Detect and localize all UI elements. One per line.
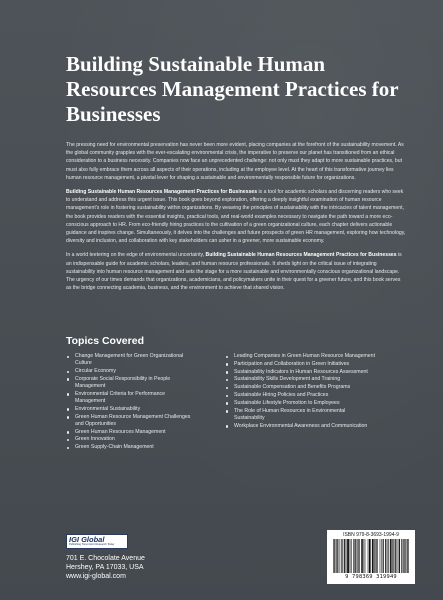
barcode-bar — [380, 539, 381, 573]
topic-item: Change Management for Green Organizational Culture — [66, 353, 196, 367]
topics-heading: Topics Covered — [66, 335, 144, 347]
barcode-bar — [353, 539, 354, 573]
barcode-bar — [395, 539, 396, 573]
topics-list-left — [66, 353, 196, 452]
barcode-bar — [399, 539, 400, 573]
barcode-bar — [336, 539, 337, 573]
paragraph-1-text: The pressing need for environmental preservation has never been more evident, placing companies at the forefront of the sustainability movement. As the global community grapples with the ever-escalating environmental crisis, the imperative to preserve our planet has transitioned from an ethical consideration to a business necessity. Companies now face an unprecedented challenge: not only must they adapt to more sustainable practices, but must also fully embrace them across all aspects of their operations, including at the employee level. At the heart of this transformative journey lies human resource management, a pivotal lever for shaping a sustainable and environmentally responsible future for organizations. — [66, 142, 404, 181]
barcode-bar — [362, 539, 363, 573]
barcode-bar — [390, 539, 391, 573]
barcode-bar — [344, 539, 345, 573]
paragraph-2-book-title: Building Sustainable Human Resources Management Practices for Businesses — [66, 189, 258, 196]
topic-item: Green Human Resource Management Challenges and Opportunities — [66, 414, 196, 428]
book-title: Building Sustainable Human Resources Management Practices for Businesses — [66, 52, 399, 126]
barcode-bar — [385, 539, 386, 573]
barcode-digits: 9 798369 319949 — [345, 574, 397, 580]
publisher-address — [66, 555, 145, 581]
barcode-bar — [386, 539, 387, 573]
address-city: Hershey, PA 17033, USA — [66, 563, 144, 571]
publisher-logo — [66, 534, 128, 549]
isbn-barcode-box — [327, 530, 415, 584]
description-paragraph-2 — [66, 188, 406, 245]
barcode-bar — [333, 539, 334, 573]
topics-list-right — [225, 353, 375, 430]
barcode-bar — [404, 539, 405, 573]
topic-item: Workplace Environmental Awareness and Communication — [225, 423, 375, 430]
topic-item: Leading Companies in Green Human Resource Management — [225, 353, 375, 360]
topic-item: Environmental Sustainability — [66, 406, 196, 413]
barcode-bar — [347, 539, 348, 573]
barcode-bar — [369, 539, 370, 573]
barcode-bar — [392, 539, 393, 573]
barcode-bar — [340, 539, 341, 573]
topic-item: Sustainable Compensation and Benefits Programs — [225, 384, 375, 391]
barcode-bar — [405, 539, 406, 573]
topic-item: Sustainability Indicators in Human Resources Assessment — [225, 369, 375, 376]
barcode-bar — [356, 539, 357, 573]
topic-item: The Role of Human Resources in Environmental Sustainability — [225, 408, 375, 422]
description-paragraph-3 — [66, 251, 406, 292]
topic-item: Environmental Criteria for Performance Management — [66, 391, 196, 405]
barcode-bar — [354, 539, 355, 573]
barcode-bar — [391, 539, 392, 573]
barcode-bar — [365, 539, 366, 573]
barcode-bar — [349, 539, 350, 573]
barcode-bar — [408, 539, 409, 573]
barcode-bar — [357, 539, 358, 573]
barcode-bar — [337, 539, 338, 573]
barcode-bar — [393, 539, 394, 573]
barcode-bar — [335, 539, 336, 573]
barcode-bar — [344, 539, 345, 573]
barcode-bar — [355, 539, 356, 573]
barcode-bar — [387, 539, 388, 573]
barcode-bar — [347, 539, 348, 573]
barcode-image — [333, 539, 409, 573]
barcode-bar — [398, 539, 399, 573]
barcode-bar — [346, 539, 347, 573]
barcode-bar — [370, 539, 371, 573]
address-street: 701 E. Chocolate Avenue — [66, 555, 145, 562]
barcode-bar — [341, 539, 342, 573]
barcode-bar — [368, 539, 369, 573]
topic-item: Circular Economy — [66, 368, 196, 375]
topic-item: Green Innovation — [66, 436, 196, 443]
barcode-bar — [403, 539, 404, 573]
barcode-bar — [377, 539, 378, 573]
paragraph-3-book-title: Building Sustainable Human Resources Management Practices for Businesses — [205, 252, 397, 259]
barcode-bar — [402, 539, 403, 573]
barcode-bar — [376, 539, 377, 573]
book-description — [66, 141, 406, 298]
barcode-bar — [383, 539, 384, 573]
barcode-bar — [350, 539, 351, 573]
barcode-bar — [401, 539, 402, 573]
paragraph-3-text: is an indispensable guide for academic scholars, leaders, and human resource professionals. It sheds light on the critical issue of integrating sustainability into human resource management and sets the stage for a more sustainable and environmentally conscious organizational landscape. The urgency of our times demands that organizations, academicians, and policymakers unite in their quest for a greener future, and this book serves as the bridge connecting academia, business, and the environment to achieve that shared vision. — [66, 252, 402, 292]
isbn-number: ISBN 979-8-3693-1994-9 — [343, 532, 399, 538]
barcode-bar — [383, 539, 384, 573]
barcode-bar — [390, 539, 391, 573]
description-paragraph-1 — [66, 141, 406, 182]
topic-item: Sustainable Lifestyle Promotion to Employees — [225, 400, 375, 407]
barcode-bar — [359, 539, 360, 573]
topic-item: Corporate Social Responsibility in People Management — [66, 376, 196, 390]
barcode-bar — [372, 539, 373, 573]
barcode-bar — [374, 539, 375, 573]
barcode-bar — [348, 539, 349, 573]
barcode-bar — [399, 539, 400, 573]
paragraph-3-lead: In a world teetering on the edge of environmental uncertainty, — [66, 252, 206, 259]
barcode-bar — [372, 539, 373, 573]
publisher-website: www.igi-global.com — [66, 572, 126, 580]
topic-item: Green Supply-Chain Management — [66, 444, 196, 451]
barcode-bar — [361, 539, 362, 573]
barcode-bar — [373, 539, 374, 573]
topic-item: Sustainability Skills Development and Training — [225, 376, 375, 383]
barcode-bar — [338, 539, 339, 573]
barcode-bar — [370, 539, 371, 573]
barcode-bar — [342, 539, 343, 573]
paragraph-2-text: is a tool for academic scholars and discerning readers who seek to understand and address this urgent issue. This book goes beyond exploration, offering a deeply insightful examination of human resource management's role in fostering sustainability within organizations. By weaving the principles of sustainability with the intricacies of talent management, the book provides readers with the essential insights, practical tools, and real-world examples necessary to navigate the path toward a more eco-conscious approach to HR. From eco-friendly hiring practices to the cultivation of a green organizational culture, each chapter delivers actionable guidance and inspires change. Simultaneously, it delves into the challenges and future prospects of green HR management, exploring how technology, diversity and inclusion, and collaboration with key stakeholders can usher in a greener, more sustainable economy. — [66, 189, 406, 245]
barcode-bar — [396, 539, 397, 573]
topic-item: Sustainable Hiring Policies and Practices — [225, 392, 375, 399]
barcode-bar — [358, 539, 359, 573]
topic-item: Green Human Resources Management — [66, 429, 196, 436]
publisher-logo-name: IGI Global — [69, 535, 105, 544]
publisher-logo-tagline: Publishing Tomorrow's Research Today — [69, 543, 115, 546]
barcode-bar — [395, 539, 396, 573]
barcode-bar — [362, 539, 363, 573]
barcode-bar — [375, 539, 376, 573]
barcode-bar — [388, 539, 389, 573]
barcode-bar — [407, 539, 408, 573]
barcode-bar — [351, 539, 352, 573]
topic-item: Participation and Collaboration in Green Initiatives — [225, 361, 375, 368]
barcode-bar — [364, 539, 365, 573]
barcode-bar — [334, 539, 335, 573]
barcode-bar — [407, 539, 408, 573]
barcode-bar — [381, 539, 382, 573]
